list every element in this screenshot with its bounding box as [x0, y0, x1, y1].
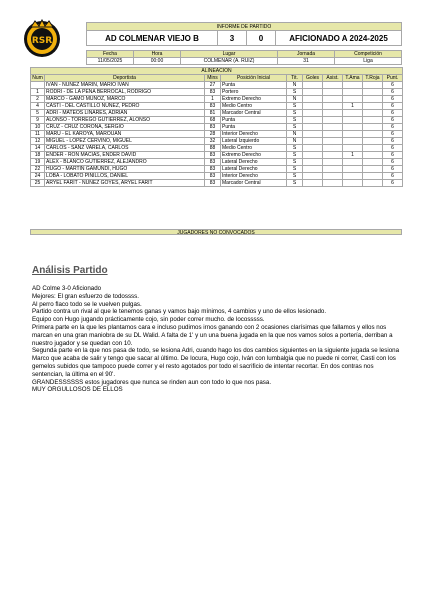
- lineup-body: [31, 82, 403, 187]
- lineup-column-header: Num: [32, 75, 43, 81]
- lineup-cell: N: [287, 82, 303, 89]
- home-score: 3: [218, 31, 247, 46]
- lineup-column-header: Mins: [205, 75, 221, 82]
- lineup-cell: MARCO - GAMO MUÑOZ, MARCO: [45, 96, 205, 103]
- lineup-cell: S: [287, 117, 303, 124]
- lineup-cell: Lateral Izquierdo: [221, 138, 287, 145]
- lineup-cell: [303, 152, 323, 159]
- lineup-cell: [343, 96, 363, 103]
- lineup-cell: 83: [205, 166, 221, 173]
- analysis-title: Análisis Partido: [32, 265, 108, 276]
- lineup-cell: [323, 166, 343, 173]
- lineup-cell: [343, 138, 363, 145]
- meta-competition: Liga: [335, 58, 402, 65]
- lineup-cell: [303, 173, 323, 180]
- svg-text:RSR: RSR: [31, 36, 53, 46]
- lineup-cell: 88: [205, 145, 221, 152]
- lineup-cell: Medio Centro: [221, 103, 287, 110]
- lineup-cell: 83: [205, 159, 221, 166]
- lineup-cell: Portero: [221, 89, 287, 96]
- lineup-cell: 6: [383, 173, 403, 180]
- lineup-cell: Medio Centro: [221, 145, 287, 152]
- meta-label-date: Fecha: [87, 51, 134, 58]
- lineup-column-header: Asist.: [323, 75, 343, 82]
- lineup-cell: 9: [31, 117, 45, 124]
- lineup-cell: 83: [205, 103, 221, 110]
- lineup-cell: [323, 152, 343, 159]
- table-row: [31, 89, 403, 96]
- table-row: [31, 110, 403, 117]
- lineup-column-header: Goles: [303, 75, 323, 82]
- lineup-cell: 6: [383, 110, 403, 117]
- lineup-cell: [363, 138, 383, 145]
- lineup-cell: S: [287, 89, 303, 96]
- lineup-cell: Extremo Derecho: [221, 96, 287, 103]
- lineup-cell: Lateral Derecho: [221, 159, 287, 166]
- lineup-cell: 4: [31, 103, 45, 110]
- lineup-cell: 6: [383, 96, 403, 103]
- meta-time: 00:00: [134, 58, 181, 65]
- lineup-cell: [303, 180, 323, 187]
- lineup-cell: Punta: [221, 82, 287, 89]
- lineup-cell: 83: [205, 173, 221, 180]
- lineup-cell: 83: [205, 152, 221, 159]
- lineup-cell: 22: [31, 166, 45, 173]
- lineup-cell: 83: [205, 180, 221, 187]
- match-header: [86, 22, 402, 46]
- lineup-cell: [343, 180, 363, 187]
- analysis-line: Primera parte en la que les plantamos cara e incluso pudimos irnos ganando con 2 ocasiones clarísimas que fallamos y ellos nos marcan en una gran maniobra de su DL Walid. A falta de 1' y un una buena jugada en la que nos vamos solos a portería, derriban a nuestro jugador y se quedan con 10.: [32, 323, 393, 347]
- lineup-cell: [363, 96, 383, 103]
- lineup-cell: [343, 82, 363, 89]
- lineup-column-header: Punt.: [383, 75, 403, 82]
- lineup-cell: S: [287, 110, 303, 117]
- table-row: [31, 103, 403, 110]
- away-score: 0: [247, 31, 276, 46]
- lineup-cell: ARYEL FARIT - NUÑEZ GOYES, ARYEL FARIT: [45, 180, 205, 187]
- lineup-cell: [303, 166, 323, 173]
- lineup-column-header: Tit.: [287, 75, 303, 82]
- lineup-cell: [303, 138, 323, 145]
- not-called-band: JUGADORES NO CONVOCADOS: [30, 229, 402, 235]
- lineup-cell: CASTI - DEL CASTILLO NUÑEZ, PEDRO: [45, 103, 205, 110]
- table-row: [31, 82, 403, 89]
- lineup-cell: [363, 180, 383, 187]
- lineup-cell: [323, 89, 343, 96]
- analysis-line: AD Colme 3-0 Aficionado: [32, 285, 102, 292]
- lineup-cell: [303, 110, 323, 117]
- lineup-cell: [363, 89, 383, 96]
- lineup-cell: 18: [31, 152, 45, 159]
- lineup-cell: [323, 145, 343, 152]
- lineup-cell: ALEX - BLANCO GUTIERREZ, ALEJANDRO: [45, 159, 205, 166]
- lineup-cell: [343, 173, 363, 180]
- lineup-cell: [363, 110, 383, 117]
- lineup-cell: [343, 110, 363, 117]
- lineup-cell: S: [287, 159, 303, 166]
- lineup-cell: S: [287, 173, 303, 180]
- meta-label-time: Hora: [134, 51, 181, 58]
- lineup-cell: [343, 166, 363, 173]
- lineup-cell: [323, 131, 343, 138]
- lineup-cell: 10: [31, 124, 45, 131]
- meta-label-round: Jornada: [278, 51, 335, 58]
- lineup-cell: [343, 145, 363, 152]
- lineup-cell: [323, 82, 343, 89]
- analysis-line: Al perro flaco todo se le vuelven pulgas.: [32, 300, 142, 308]
- table-row: [31, 152, 403, 159]
- lineup-cell: Marcador Central: [221, 180, 287, 187]
- lineup-cell: 2: [31, 96, 45, 103]
- lineup-cell: 6: [383, 159, 403, 166]
- lineup-cell: 83: [205, 89, 221, 96]
- lineup-cell: RODRI - DE LA PEÑA BERROCAL, RODRIGO: [45, 89, 205, 96]
- lineup-cell: 1: [205, 96, 221, 103]
- meta-label-competition: Competición: [335, 51, 402, 58]
- lineup-cell: Punta: [221, 117, 287, 124]
- lineup-cell: [343, 124, 363, 131]
- meta-label-venue: Lugar: [181, 51, 278, 58]
- analysis-text: [32, 285, 402, 394]
- lineup-cell: [323, 117, 343, 124]
- lineup-cell: 6: [383, 138, 403, 145]
- lineup-cell: Marcador Central: [221, 110, 287, 117]
- lineup-table: [30, 67, 403, 187]
- lineup-band: ALINEACIÓN: [31, 68, 403, 75]
- lineup-cell: [343, 159, 363, 166]
- lineup-cell: S: [287, 124, 303, 131]
- lineup-cell: MARU - EL KAROYA, MAROUAN: [45, 131, 205, 138]
- lineup-cell: [303, 96, 323, 103]
- club-crest-icon: [23, 17, 61, 61]
- lineup-cell: 81: [205, 110, 221, 117]
- lineup-cell: Interior Derecho: [221, 173, 287, 180]
- table-row: [31, 138, 403, 145]
- lineup-cell: 1: [343, 103, 363, 110]
- analysis-line: Partido contra un rival al que le tenemos ganas y vamos bajo mínimos, 4 cambios y uno de ellos lesionado.: [32, 308, 327, 316]
- lineup-cell: [303, 82, 323, 89]
- lineup-cell: [323, 124, 343, 131]
- lineup-cell: 12: [31, 138, 45, 145]
- table-row: [31, 145, 403, 152]
- table-row: [31, 159, 403, 166]
- lineup-cell: CRUZ - CRUZ CORONA, SERGIO: [45, 124, 205, 131]
- table-row: [31, 117, 403, 124]
- lineup-cell: [323, 180, 343, 187]
- lineup-cell: S: [287, 103, 303, 110]
- lineup-cell: 6: [383, 145, 403, 152]
- lineup-cell: IVÁN - NUÑEZ MARIN, MARIO IVAN: [45, 82, 205, 89]
- lineup-cell: Extremo Derecho: [221, 152, 287, 159]
- lineup-cell: [363, 82, 383, 89]
- analysis-line: Segunda parte en la que nos pasa de todo, se lesiona Adri, cuando hago los dos cambios siguientes en la siguiente jugada se lesiona Marco que acaba de salir y tengo que sacar al último. De locura, Hugo cojo, Iván con lumbalgia que no puede ni correr, Casti con los gemelos subidos que tampoco puede correr y el resto agotados por todo el sacrificio de intentar recortar. En dos contras nos sentencian, la última en el 90'.: [32, 347, 400, 378]
- lineup-cell: 11: [31, 131, 45, 138]
- lineup-cell: [363, 117, 383, 124]
- lineup-cell: 6: [383, 89, 403, 96]
- lineup-cell: 24: [31, 173, 45, 180]
- table-row: [31, 173, 403, 180]
- home-team: AD COLMENAR VIEJO B: [87, 31, 218, 46]
- lineup-cell: 32: [205, 138, 221, 145]
- analysis-line: MUY ORGULLOSOS DE ELLOS: [32, 386, 123, 394]
- lineup-cell: Punta: [221, 124, 287, 131]
- lineup-cell: ENDER - RON MACIAS, ENDER DAVID: [45, 152, 205, 159]
- lineup-cell: 6: [383, 131, 403, 138]
- table-row: [31, 180, 403, 187]
- lineup-cell: LOBA - LOBATO PINILLOS, DANIEL: [45, 173, 205, 180]
- lineup-cell: [323, 159, 343, 166]
- lineup-cell: [343, 89, 363, 96]
- analysis-line: Equipo con Hugo jugando prácticamente cojo, sin poder correr mucho. de locosssss.: [32, 316, 265, 324]
- table-row: [31, 96, 403, 103]
- lineup-cell: S: [287, 180, 303, 187]
- lineup-cell: [323, 110, 343, 117]
- lineup-cell: 19: [31, 159, 45, 166]
- lineup-cell: MIGUEL - LOPEZ CERVIÑO, MIGUEL: [45, 138, 205, 145]
- lineup-cell: [323, 173, 343, 180]
- lineup-cell: 1: [343, 152, 363, 159]
- lineup-cell: 25: [31, 180, 45, 187]
- lineup-cell: [303, 103, 323, 110]
- lineup-cell: S: [287, 166, 303, 173]
- lineup-cell: [303, 124, 323, 131]
- lineup-cell: [303, 89, 323, 96]
- lineup-cell: 6: [383, 117, 403, 124]
- lineup-cell: 27: [205, 82, 221, 89]
- lineup-cell: HUGO - MARTIN GAMUNDI, HUGO: [45, 166, 205, 173]
- lineup-cell: 6: [383, 180, 403, 187]
- analysis-line: GRANDESSSSSS estos jugadores que nunca se rinden aun con todo lo que nos pasa.: [32, 378, 272, 386]
- lineup-cell: N: [287, 131, 303, 138]
- lineup-cell: [303, 117, 323, 124]
- table-row: [31, 124, 403, 131]
- lineup-column-header: Posición Inicial: [221, 75, 287, 82]
- lineup-cell: 6: [383, 166, 403, 173]
- lineup-column-header: T.Roja: [363, 75, 383, 82]
- analysis-line: Mejores: El gran esfuerzo de todossss.: [32, 292, 139, 300]
- lineup-cell: [343, 131, 363, 138]
- lineup-cell: 1: [31, 89, 45, 96]
- lineup-cell: [363, 159, 383, 166]
- lineup-cell: ADRI - MATEOS LINARES, ADRIAN: [45, 110, 205, 117]
- meta-date: 11/05/2025: [87, 58, 134, 65]
- report-title: INFORME DE PARTIDO: [87, 23, 402, 31]
- table-row: [31, 131, 403, 138]
- lineup-column-header: T.Ama: [343, 75, 363, 82]
- lineup-column-header: Deportista: [45, 75, 205, 82]
- lineup-cell: [363, 145, 383, 152]
- lineup-cell: [363, 131, 383, 138]
- lineup-cell: 6: [383, 152, 403, 159]
- lineup-cell: Interior Derecho: [221, 131, 287, 138]
- lineup-cell: [303, 145, 323, 152]
- lineup-cell: 83: [205, 124, 221, 131]
- lineup-cell: N: [287, 138, 303, 145]
- lineup-cell: ALONSO - TORREGO GUTIERREZ, ALONSO: [45, 117, 205, 124]
- lineup-header-row: [31, 75, 403, 82]
- lineup-cell: Lateral Derecho: [221, 166, 287, 173]
- lineup-cell: 5: [31, 110, 45, 117]
- lineup-cell: S: [287, 145, 303, 152]
- away-team: AFICIONADO A 2024-2025: [276, 31, 402, 46]
- lineup-cell: 14: [31, 145, 45, 152]
- lineup-cell: [31, 82, 45, 89]
- meta-venue: COLMENAR (A. RUIZ): [181, 58, 278, 65]
- lineup-cell: [363, 124, 383, 131]
- lineup-cell: [303, 159, 323, 166]
- lineup-cell: N: [287, 96, 303, 103]
- lineup-cell: 6: [383, 124, 403, 131]
- lineup-cell: [323, 96, 343, 103]
- lineup-cell: [363, 103, 383, 110]
- lineup-cell: 28: [205, 131, 221, 138]
- lineup-cell: [323, 138, 343, 145]
- lineup-cell: [363, 152, 383, 159]
- lineup-cell: [323, 103, 343, 110]
- lineup-cell: S: [287, 152, 303, 159]
- lineup-cell: CARLOS - SANZ VARELA, CARLOS: [45, 145, 205, 152]
- table-row: [31, 166, 403, 173]
- lineup-cell: [363, 173, 383, 180]
- lineup-cell: 6: [383, 82, 403, 89]
- meta-round: 31: [278, 58, 335, 65]
- lineup-cell: [343, 117, 363, 124]
- lineup-cell: [303, 131, 323, 138]
- lineup-cell: 68: [205, 117, 221, 124]
- lineup-cell: 6: [383, 103, 403, 110]
- match-meta: [86, 50, 402, 65]
- lineup-cell: [363, 166, 383, 173]
